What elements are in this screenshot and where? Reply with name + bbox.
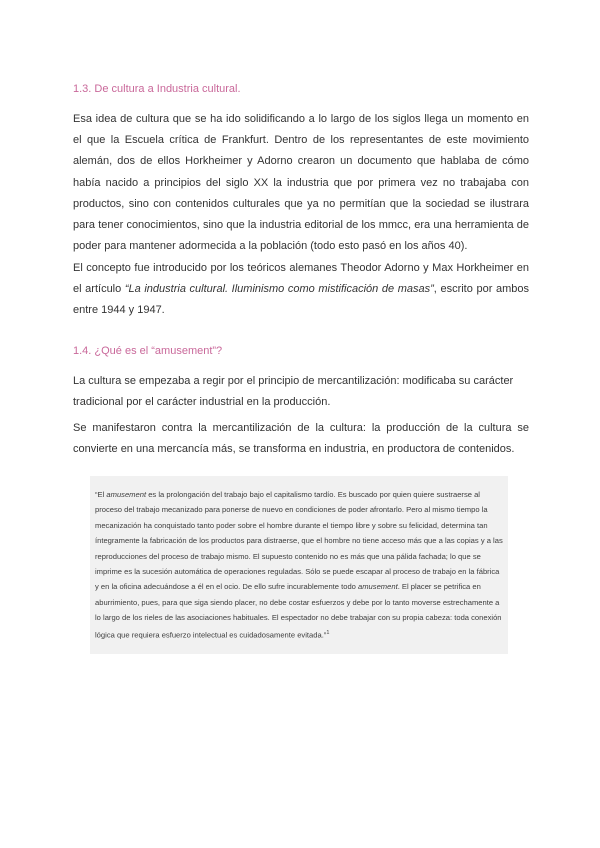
paragraph-mercantilizacion: La cultura se empezaba a regir por el principio de mercantilización: modificaba su carácter tradicional por el carácter industrial en la producción. xyxy=(73,375,514,409)
section-heading-1-4: 1.4. ¿Qué es el “amusement”? xyxy=(73,345,223,357)
paragraph-concepto-start: El concepto fue introducido por los teóricos alemanes Theodor Adorno y Max Horkheimer en el artículo xyxy=(73,262,529,296)
section-heading-1-3: 1.3. De cultura a Industria cultural. xyxy=(73,83,241,95)
quote-text xyxy=(95,487,503,643)
quote-part-2: . El placer se petrifica en aburrimiento, pues, para que siga siendo placer, no debe costar esfuerzos y debe por lo tanto moverse estrechamente a lo largo de los rieles de las asociaciones habituales. El espectador no debe trabajar con su propia cabeza: toda conexión lógica que requiera esfuerzo intelectual es cuidadosamente evitada.” xyxy=(95,582,502,640)
quote-open: “El xyxy=(95,490,107,499)
paragraph-manifestaron: Se manifestaron contra la mercantilización de la cultura: la producción de la cultura se convierte en una mercancía más, se transforma en industria, en productora de contenidos. xyxy=(73,422,529,456)
quote-amusement-2: amusement xyxy=(358,582,398,592)
quote-block xyxy=(90,476,508,654)
quote-amusement-1: amusement xyxy=(106,490,147,499)
paragraph-concepto-end: , escrito por ambos entre 1944 y 1947. xyxy=(73,283,529,317)
article-title: “La industria cultural. Iluminismo como mistificación de masas” xyxy=(124,283,434,296)
paragraph-concepto xyxy=(73,258,529,322)
footnote-marker[interactable]: 1 xyxy=(326,629,330,636)
paragraph-industria-cultural: Esa idea de cultura que se ha ido solidificando a lo largo de los siglos llega un momento en el que la Escuela crítica de Frankfurt. Dentro de los representantes de este movimiento alemán, dos de ellos Horkheimer y Adorno crearon un documento que hablaba de cómo había nacido a principios del siglo XX la industria que por primera vez no trabajaba con productos, sino con contenidos culturales que ya no permitían que la sociedad se ilustrara para tener conocimientos, sino que la industria editorial de los mmcc, era una herramienta de poder para mantener adormecida a la población (todo esto pasó en los años 40). xyxy=(73,113,529,253)
quote-part-1: es la prolongación del trabajo bajo el capitalismo tardío. Es buscado por quien quiere sustraerse al proceso del trabajo mecanizado para ponerse de nuevo en condiciones de poder afrontarlo. Pero al mismo tiempo la mecanización ha conquistado tanto poder sobre el hombre durante el tiempo libre y sobre su felicidad, determina tan íntegramente la fabricación de los productos para distraerse, que el hombre no tiene acceso más que a las copias y a las reproducciones del proceso de trabajo mismo. El supuesto contenido no es más que una pálida fachada; lo que se imprime es la sucesión automática de operaciones reguladas. Sólo se puede escapar al proceso de trabajo en la fábrica y en la oficina adecuándose a él en el ocio. De ello sufre incurablemente todo xyxy=(95,490,503,592)
